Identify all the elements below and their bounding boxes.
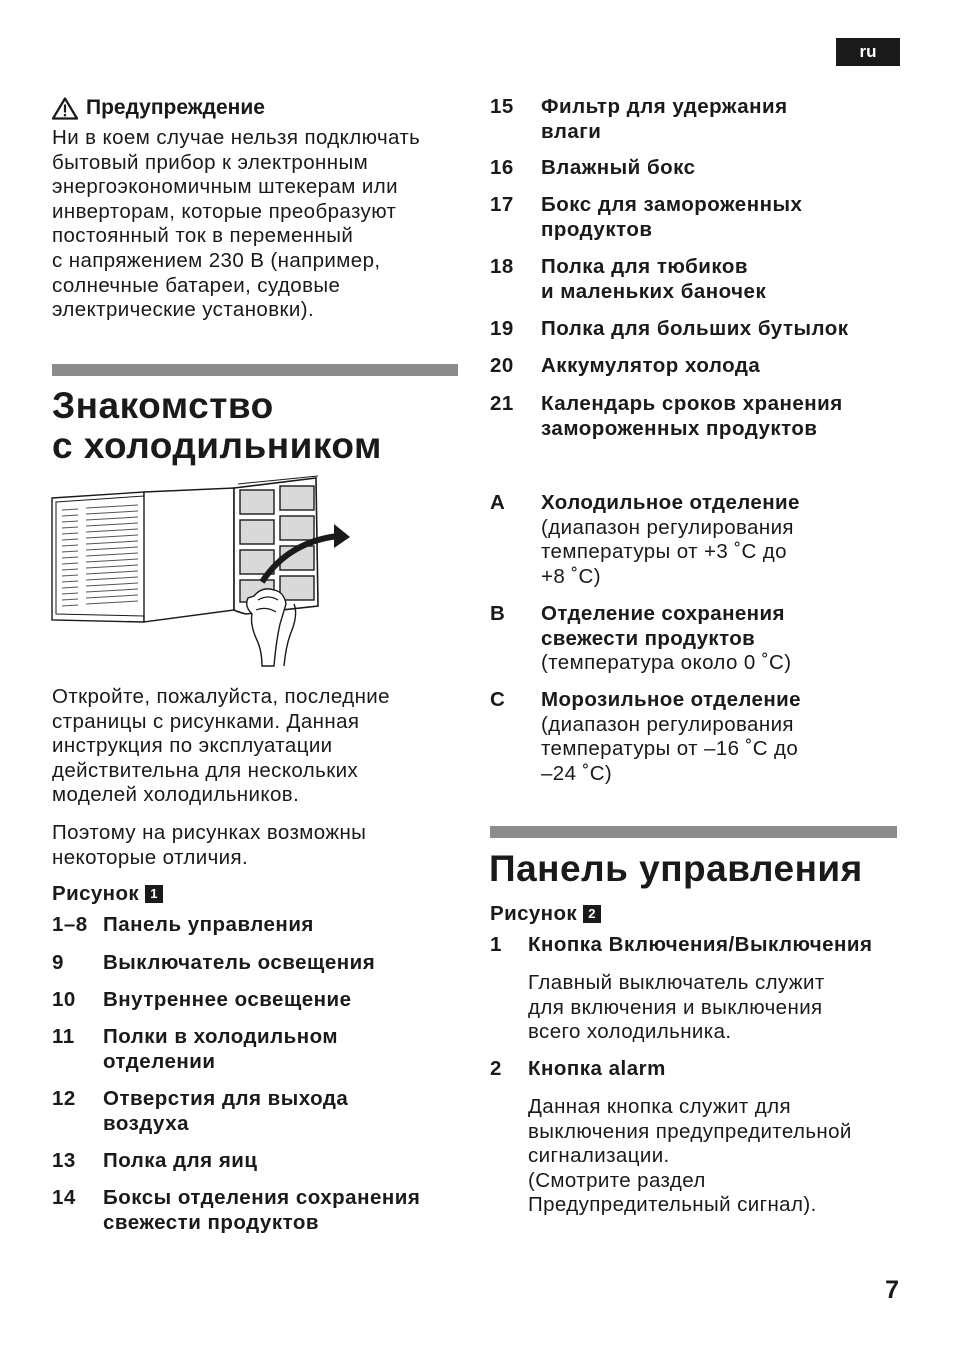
zone-description	[541, 602, 901, 676]
text-line: Календарь сроков хранения	[541, 392, 843, 415]
text-line: +8 ˚C)	[541, 564, 601, 588]
text-line: Внутреннее освещение	[103, 988, 352, 1011]
item-number: 14	[52, 1186, 76, 1209]
item-text	[103, 913, 462, 938]
list-item	[52, 1149, 462, 1174]
item-text	[103, 988, 462, 1013]
text-line: Бокс для замороженных	[541, 193, 803, 216]
text-line: Аккумулятор холода	[541, 354, 761, 377]
list-item	[490, 255, 910, 304]
text-line: (диапазон регулирования	[541, 515, 794, 539]
zone-title: Холодильное отделение	[541, 491, 800, 514]
item-number: 10	[52, 988, 76, 1011]
figure-1-label	[52, 882, 163, 906]
text-line: Фильтр для удержания	[541, 95, 788, 118]
section-heading-intro	[52, 386, 382, 466]
text-line: всего холодильника.	[528, 1020, 732, 1044]
text-line: свежести продуктов	[103, 1210, 319, 1234]
text-line: продуктов	[541, 217, 653, 241]
item-text	[541, 193, 910, 242]
heading-line: с холодильником	[52, 425, 382, 466]
text-line: инструкция по эксплуатации	[52, 734, 333, 758]
page-number: 7	[885, 1276, 899, 1304]
control-item-description	[528, 1095, 928, 1218]
text-line: электрические установки).	[52, 298, 315, 322]
item-number: 9	[52, 951, 64, 974]
heading-line: Знакомство	[52, 385, 274, 426]
text-line: Поэтому на рисунках возможны	[52, 821, 367, 844]
text-line: Главный выключатель служит	[528, 971, 825, 994]
text-line: (температура около 0 ˚C)	[541, 651, 792, 675]
item-number: 2	[490, 1057, 502, 1080]
text-line: энергоэкономичным штекерам или	[52, 175, 398, 199]
text-line: Выключатель освещения	[103, 951, 376, 974]
intro-paragraph-2	[52, 821, 452, 870]
item-number: 16	[490, 156, 514, 179]
booklet-illustration	[48, 474, 360, 668]
intro-paragraph-1	[52, 685, 452, 808]
item-number: 1–8	[52, 913, 88, 936]
list-item	[52, 988, 462, 1013]
item-text	[541, 156, 910, 181]
text-line: с напряжением 230 В (например,	[52, 248, 381, 272]
text-line: сигнализации.	[528, 1144, 670, 1168]
text-line: действительна для нескольких	[52, 758, 359, 782]
text-line: для включения и выключения	[528, 995, 823, 1019]
text-line: Отверстия для выхода	[103, 1087, 349, 1110]
zone-title: Отделение сохранения	[541, 602, 785, 625]
text-line: Полки в холодильном	[103, 1025, 339, 1048]
text-line: бытовый прибор к электронным	[52, 150, 369, 174]
item-number: 1	[490, 933, 502, 956]
warning-title	[52, 96, 265, 120]
list-item	[490, 95, 910, 144]
zone-letter: A	[490, 491, 506, 514]
item-text	[103, 1025, 462, 1074]
zone-letter: C	[490, 688, 506, 711]
list-item	[490, 354, 910, 379]
text-line: (диапазон регулирования	[541, 712, 794, 736]
text-line: Ни в коем случае нельзя подключать	[52, 126, 421, 149]
control-item	[490, 1057, 930, 1082]
text-line: Полка для яиц	[103, 1149, 258, 1172]
text-line: –24 ˚C)	[541, 761, 613, 785]
list-item	[52, 1025, 462, 1074]
item-text	[103, 1087, 462, 1136]
zone-letter: B	[490, 602, 506, 625]
text-line: Панель управления	[103, 913, 314, 936]
zone-item	[490, 602, 910, 678]
text-line: инверторам, которые преобразуют	[52, 199, 397, 223]
item-text	[541, 392, 910, 441]
text-line: влаги	[541, 119, 602, 143]
list-item	[52, 1186, 472, 1235]
text-line: (Смотрите раздел	[528, 1168, 706, 1192]
warning-title-text: Предупреждение	[86, 96, 265, 119]
item-number: 11	[52, 1025, 75, 1048]
control-item	[490, 933, 930, 958]
item-number: 19	[490, 317, 514, 340]
list-item	[52, 1087, 462, 1136]
item-number: 18	[490, 255, 514, 278]
section-divider	[490, 826, 897, 838]
section-heading-control-panel: Панель управления	[489, 848, 863, 889]
text-line: отделении	[103, 1049, 216, 1073]
text-line: Влажный бокс	[541, 156, 696, 179]
item-number: 20	[490, 354, 514, 377]
item-title: Кнопка Включения/Выключения	[528, 933, 873, 956]
item-text	[103, 951, 462, 976]
list-item	[52, 951, 462, 976]
warning-text	[52, 126, 472, 323]
text-line: Полка для больших бутылок	[541, 317, 849, 340]
section-divider	[52, 364, 458, 376]
item-text	[541, 354, 910, 379]
text-line: моделей холодильников.	[52, 783, 300, 807]
item-number: 17	[490, 193, 514, 216]
warning-triangle-icon	[52, 97, 78, 120]
list-item	[490, 392, 910, 441]
figure-label-text: Рисунок	[490, 902, 578, 925]
zone-description	[541, 491, 901, 589]
text-line: температуры от +3 ˚C до	[541, 540, 787, 564]
zone-item	[490, 688, 910, 788]
list-item	[52, 913, 462, 938]
text-line: Полка для тюбиков	[541, 255, 748, 278]
zone-title: Морозильное отделение	[541, 688, 801, 711]
control-item-description	[528, 971, 928, 1045]
item-number: 21	[490, 392, 514, 415]
item-number: 13	[52, 1149, 76, 1172]
item-title: Кнопка alarm	[528, 1057, 666, 1080]
figure-2-label	[490, 902, 601, 926]
text-line: солнечные батареи, судовые	[52, 273, 341, 297]
text-line: Данная кнопка служит для	[528, 1095, 791, 1118]
figure-number-badge: 1	[145, 885, 163, 903]
figure-number-badge: 2	[583, 905, 601, 923]
figure-label-text: Рисунок	[52, 882, 140, 905]
text-line: Откройте, пожалуйста, последние	[52, 685, 390, 708]
text-line: воздуха	[103, 1111, 189, 1135]
item-text	[541, 95, 910, 144]
zone-title: свежести продуктов	[541, 626, 756, 650]
item-text	[103, 1149, 462, 1174]
list-item	[490, 317, 910, 342]
text-line: страницы с рисунками. Данная	[52, 709, 360, 733]
item-text	[541, 317, 910, 342]
zone-description	[541, 688, 901, 786]
text-line: и маленьких баночек	[541, 279, 767, 303]
text-line: температуры от –16 ˚C до	[541, 737, 799, 761]
text-line: выключения предупредительной	[528, 1119, 852, 1143]
text-line: Боксы отделения сохранения	[103, 1186, 421, 1209]
list-item	[490, 193, 910, 242]
item-text	[103, 1186, 472, 1235]
text-line: некоторые отличия.	[52, 845, 249, 869]
text-line: замороженных продуктов	[541, 416, 818, 440]
text-line: Предупредительный сигнал).	[528, 1193, 817, 1217]
item-text	[541, 255, 910, 304]
item-number: 15	[490, 95, 514, 118]
zone-item	[490, 491, 910, 591]
list-item	[490, 156, 910, 181]
item-number: 12	[52, 1087, 76, 1110]
language-tag: ru	[836, 38, 900, 66]
text-line: постоянный ток в переменный	[52, 224, 354, 248]
